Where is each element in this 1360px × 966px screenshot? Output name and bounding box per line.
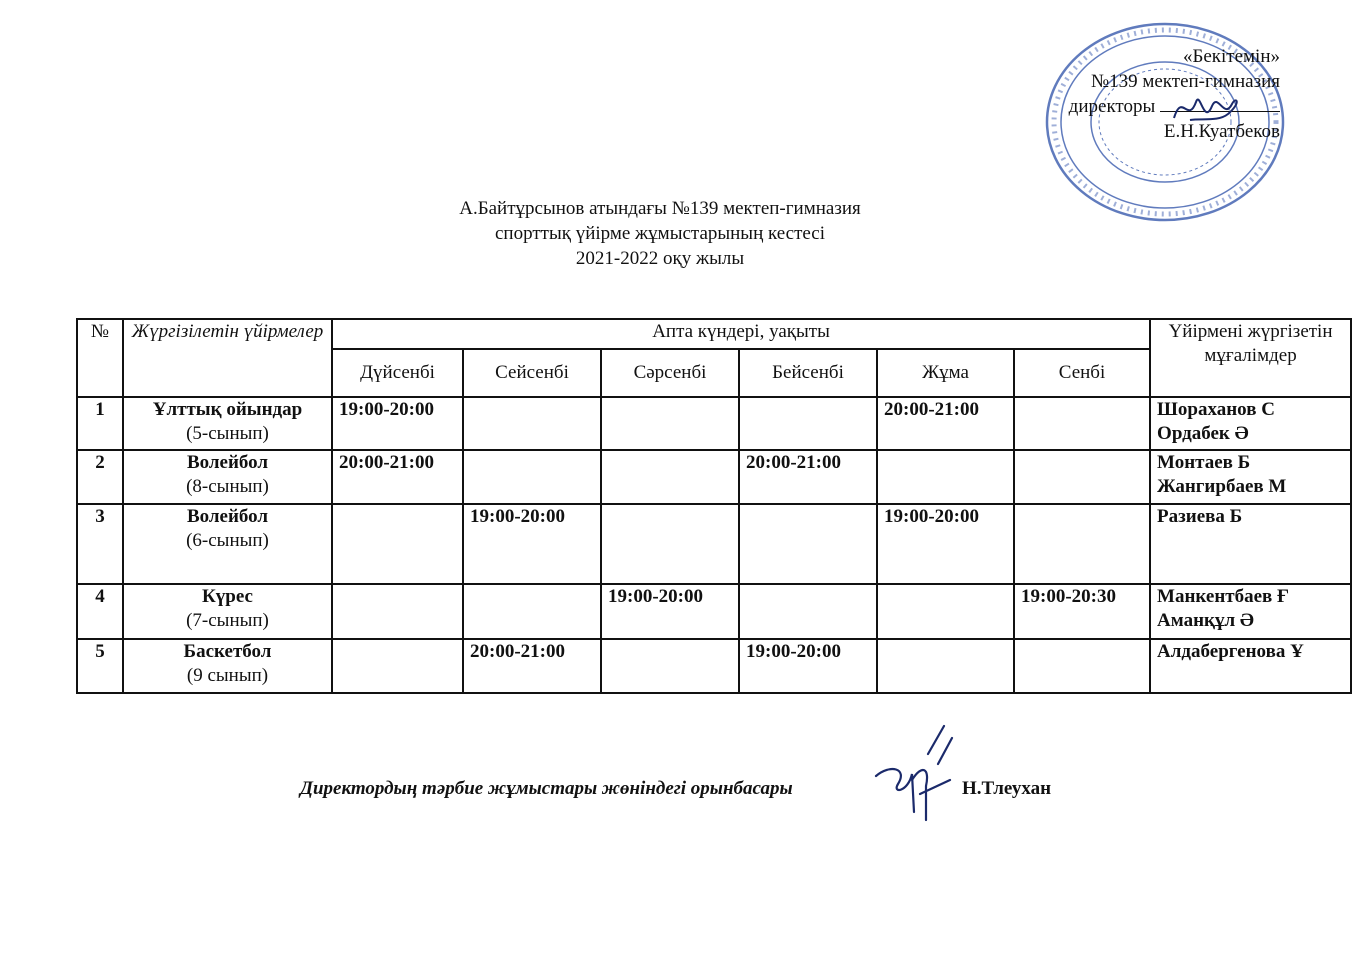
teacher-name: Манкентбаев Ғ — [1157, 586, 1290, 608]
approval-school: №139 мектеп-гимназия — [1090, 71, 1280, 92]
time-cell — [332, 639, 463, 693]
table-row — [77, 639, 1351, 693]
time-cell — [1014, 639, 1150, 693]
table-row — [77, 450, 1351, 503]
header-clubs: Жүргізілетін үйірмелер — [123, 319, 332, 397]
teacher-name: Жангирбаев М — [1157, 476, 1287, 498]
day-wednesday: Сәрсенбі — [601, 349, 739, 397]
club-grade: (9 сынып) — [186, 664, 269, 686]
title-line-2: спорттық үйірме жұмыстарының кестесі — [494, 223, 826, 244]
row-num: 2 — [77, 450, 123, 503]
club-grade: (6-сынып) — [186, 529, 269, 551]
time-cell: 19:00-20:30 — [1014, 584, 1150, 638]
time-cell — [739, 397, 877, 450]
row-num: 3 — [77, 504, 123, 585]
header-weekdays: Апта күндері, уақыты — [332, 319, 1150, 349]
time-cell: 20:00-21:00 — [739, 450, 877, 503]
time-cell — [877, 639, 1014, 693]
time-cell — [601, 450, 739, 503]
club-name: Ұлттық ойындар — [152, 399, 303, 420]
club-cell — [123, 397, 332, 450]
time-cell — [739, 504, 877, 585]
time-cell — [739, 584, 877, 638]
time-cell — [877, 450, 1014, 503]
teacher-name: Аманқұл Ә — [1157, 610, 1254, 632]
time-cell — [1014, 450, 1150, 503]
club-name: Баскетбол — [183, 640, 272, 662]
teacher-name: Ордабек Ә — [1157, 423, 1249, 444]
club-name: Күрес — [202, 586, 253, 608]
club-cell — [123, 639, 332, 693]
club-name: Волейбол — [186, 452, 269, 474]
teacher-name: Алдабергенова Ұ — [1157, 640, 1304, 662]
club-name: Волейбол — [186, 505, 269, 527]
teacher-name: Монтаев Б — [1157, 452, 1251, 474]
deputy-signature — [868, 724, 954, 834]
row-num: 1 — [77, 397, 123, 450]
time-cell: 20:00-21:00 — [877, 397, 1014, 450]
approval-name: Е.Н.Куатбеков — [1163, 121, 1280, 142]
table-row — [77, 397, 1351, 450]
table-row — [77, 504, 1351, 585]
club-grade: (5-сынып) — [186, 423, 269, 444]
table-row — [77, 584, 1351, 638]
day-friday: Жұма — [877, 349, 1014, 397]
teacher-cell — [1150, 639, 1351, 693]
deputy-position: Директордың тәрбие жұмыстары жөніндегі орынбасары — [300, 778, 793, 799]
club-cell — [123, 504, 332, 585]
time-cell — [1014, 397, 1150, 450]
day-thursday: Бейсенбі — [739, 349, 877, 397]
title-line-3: 2021-2022 оқу жылы — [575, 248, 745, 269]
director-signature — [1168, 84, 1248, 134]
teacher-cell — [1150, 397, 1351, 450]
time-cell: 20:00-21:00 — [332, 450, 463, 503]
time-cell — [332, 584, 463, 638]
time-cell — [601, 639, 739, 693]
row-num: 4 — [77, 584, 123, 638]
teacher-name: Разиева Б — [1157, 505, 1243, 527]
club-grade: (8-сынып) — [186, 476, 269, 498]
time-cell — [601, 504, 739, 585]
time-cell: 19:00-20:00 — [463, 504, 601, 585]
teacher-cell — [1150, 584, 1351, 638]
day-saturday: Сенбі — [1014, 349, 1150, 397]
row-num: 5 — [77, 639, 123, 693]
header-teachers: Үйірмені жүргізетін мұғалімдер — [1150, 319, 1351, 397]
approval-label: «Бекітемін» — [1182, 46, 1280, 67]
time-cell: 20:00-21:00 — [463, 639, 601, 693]
time-cell — [1014, 504, 1150, 585]
time-cell — [601, 397, 739, 450]
approval-role: директоры — [1068, 96, 1156, 117]
teacher-cell — [1150, 450, 1351, 503]
time-cell: 19:00-20:00 — [332, 397, 463, 450]
time-cell: 19:00-20:00 — [739, 639, 877, 693]
time-cell: 19:00-20:00 — [877, 504, 1014, 585]
document-title — [330, 196, 990, 271]
header-num: № — [77, 319, 123, 397]
time-cell: 19:00-20:00 — [601, 584, 739, 638]
day-tuesday: Сейсенбі — [463, 349, 601, 397]
club-cell — [123, 450, 332, 503]
club-cell — [123, 584, 332, 638]
club-grade: (7-сынып) — [186, 610, 269, 632]
title-line-1: А.Байтұрсынов атындағы №139 мектеп-гимназия — [459, 198, 861, 219]
time-cell — [332, 504, 463, 585]
time-cell — [463, 450, 601, 503]
time-cell — [463, 397, 601, 450]
time-cell — [463, 584, 601, 638]
schedule-table — [76, 318, 1352, 694]
time-cell — [877, 584, 1014, 638]
teacher-name: Шораханов С — [1157, 399, 1275, 420]
deputy-name: Н.Тлеухан — [962, 778, 1052, 799]
day-monday: Дүйсенбі — [332, 349, 463, 397]
teacher-cell — [1150, 504, 1351, 585]
